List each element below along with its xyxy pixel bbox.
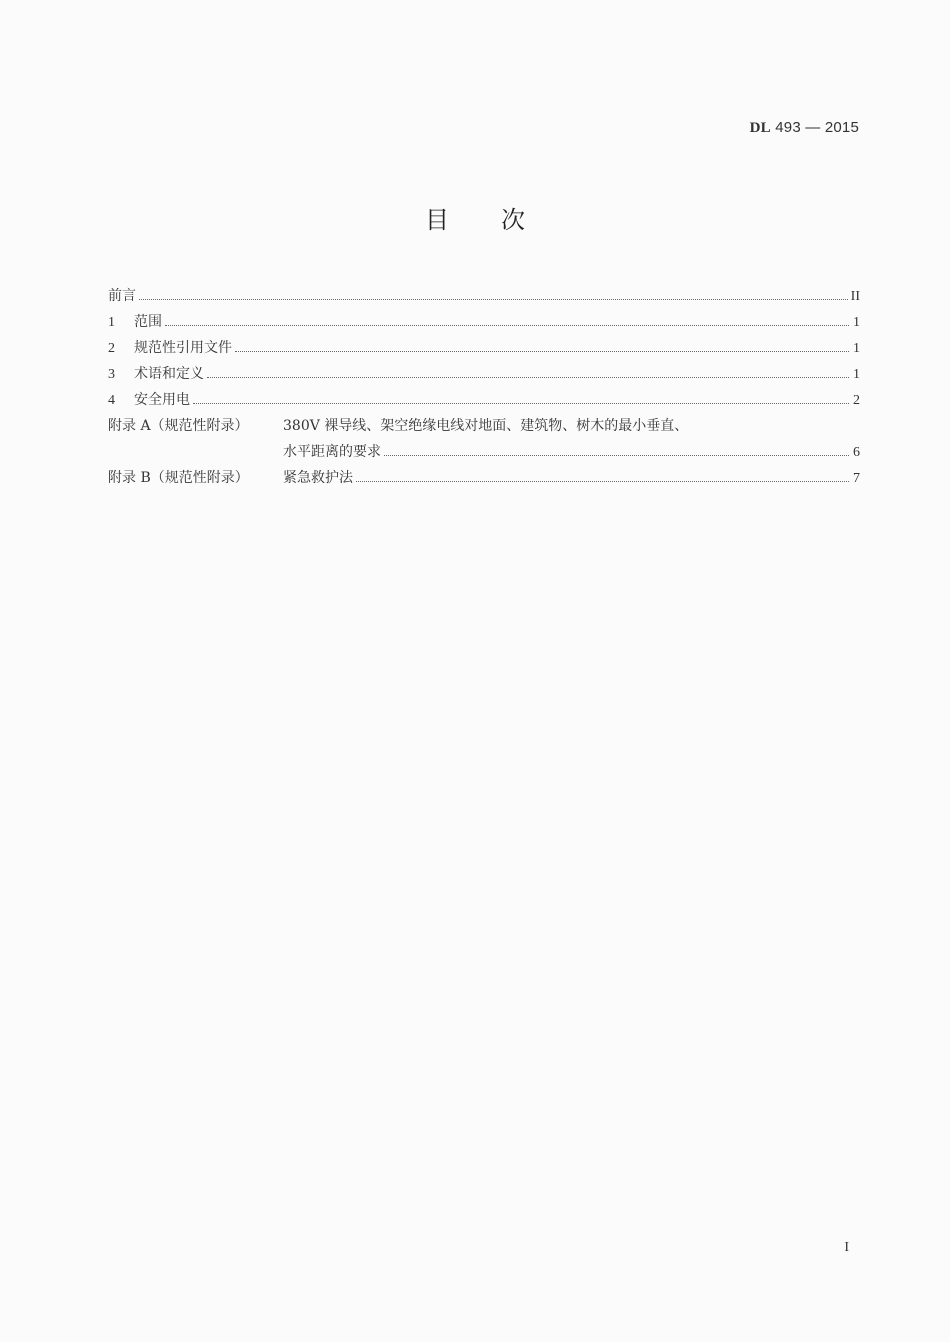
toc-entry-scope[interactable]: [108, 309, 860, 335]
toc-entry-terms-definitions[interactable]: [108, 361, 860, 387]
toc-appendix-prefix: 附录 B（规范性附录）: [108, 470, 249, 486]
table-of-contents: [108, 283, 860, 491]
document-code-number: 493 — 2015: [775, 119, 859, 136]
toc-entry-label: 前言: [108, 288, 136, 304]
toc-entry-normative-references[interactable]: [108, 335, 860, 361]
toc-entry-page: II: [850, 289, 860, 304]
toc-entry-page: 1: [853, 315, 860, 330]
toc-leader-dots: [356, 481, 849, 482]
toc-entry-label: 安全用电: [134, 392, 190, 408]
toc-entry-label: 范围: [134, 314, 162, 330]
toc-entry-number: 2: [108, 341, 115, 356]
toc-entry-page: 6: [853, 445, 860, 460]
toc-entry-label: 水平距离的要求: [283, 444, 381, 460]
toc-entry-label: 规范性引用文件: [134, 340, 232, 356]
document-code-prefix: DL: [749, 120, 771, 136]
toc-entry-foreword[interactable]: [108, 283, 860, 309]
toc-entry-label: 紧急救护法: [283, 470, 353, 486]
toc-entry-label: 术语和定义: [134, 366, 204, 382]
toc-entry-page: 1: [853, 367, 860, 382]
toc-entry-appendix-b[interactable]: [108, 465, 860, 491]
toc-title: 目次: [425, 206, 577, 234]
toc-entry-number: 4: [108, 393, 115, 408]
toc-leader-dots: [235, 351, 849, 352]
toc-entry-appendix-a[interactable]: [108, 413, 860, 439]
toc-entry-number: 3: [108, 367, 115, 382]
toc-entry-page: 7: [853, 471, 860, 486]
page-number: I: [844, 1240, 849, 1255]
document-code: [750, 119, 859, 137]
toc-leader-dots: [384, 455, 849, 456]
toc-leader-dots: [193, 403, 849, 404]
toc-appendix-prefix: 附录 A（规范性附录）: [108, 418, 249, 434]
toc-entry-appendix-a-continued[interactable]: [108, 439, 860, 465]
toc-entry-safe-electricity[interactable]: [108, 387, 860, 413]
toc-entry-label: 380V 裸导线、架空绝缘电线对地面、建筑物、树木的最小垂直、: [283, 418, 689, 434]
toc-entry-number: 1: [108, 315, 115, 330]
toc-leader-dots: [207, 377, 849, 378]
toc-entry-page: 1: [853, 341, 860, 356]
toc-leader-dots: [139, 299, 848, 300]
toc-entry-page: 2: [853, 393, 860, 408]
toc-leader-dots: [165, 325, 849, 326]
